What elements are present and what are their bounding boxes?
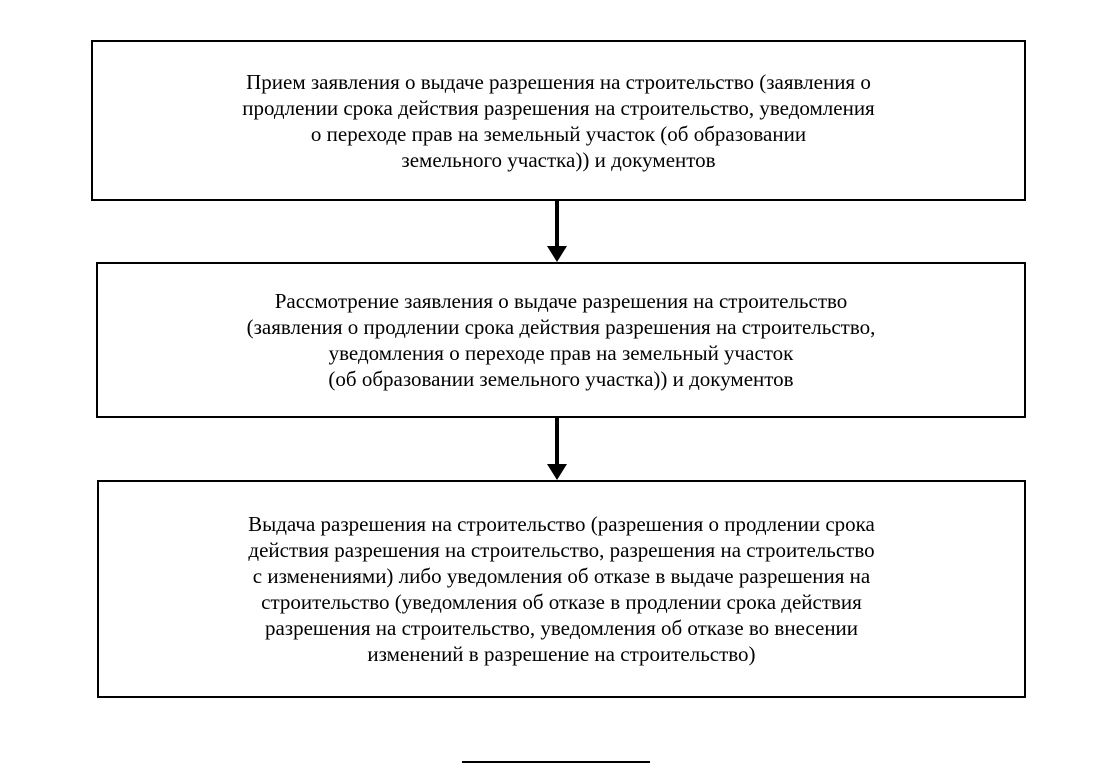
step-text-line: разрешения на строительство, уведомления об отказе во внесении [264,616,859,640]
step-text-line: строительство (уведомления об отказе в продлении срока действия [261,590,862,614]
step-text-line: продлении срока действия разрешения на строительство, уведомления [242,95,875,120]
step-text-line: уведомления о переходе прав на земельный участок [328,341,794,365]
step-text-line: действия разрешения на строительство, разрешения на строительство [248,538,875,562]
arrow-head [547,246,567,262]
step-text-line: земельного участка)) и документов [401,147,716,172]
arrow-shaft [555,201,559,248]
flowchart-step-reception [91,40,1026,201]
flowchart-step-review [96,262,1026,418]
flow-arrow-down [547,201,567,262]
step-text-line: изменений в разрешение на строительство) [367,642,756,666]
step-text-line: с изменениями) либо уведомления об отказе в выдаче разрешения на [252,564,871,588]
footnote-separator [462,761,650,763]
flow-arrow-down [547,418,567,480]
flowchart-step-issuance [97,480,1026,698]
arrow-shaft [555,418,559,466]
step-text-line: (заявления о продлении срока действия разрешения на строительство, [246,315,876,339]
step-text-line: Рассмотрение заявления о выдаче разрешения на строительство [274,289,848,313]
arrow-head [547,464,567,480]
step-text-line: Выдача разрешения на строительство (разрешения о продлении срока [248,512,875,536]
step-text-line: (об образовании земельного участка)) и документов [328,367,794,391]
step-text-line: Прием заявления о выдаче разрешения на строительство (заявления о [246,69,871,94]
step-text-line: о переходе прав на земельный участок (об образовании [310,121,807,146]
